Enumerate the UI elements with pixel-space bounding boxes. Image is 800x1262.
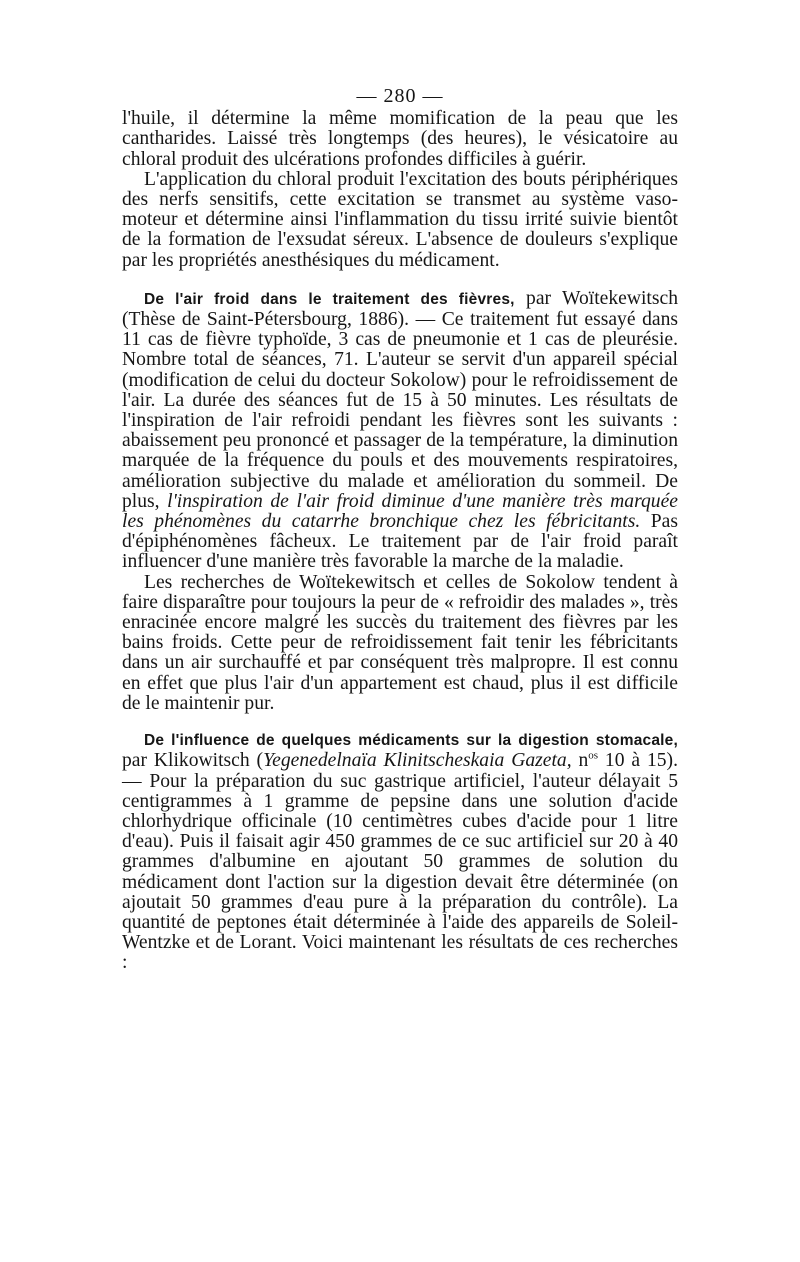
paragraph-digestion-study [122,730,678,973]
paragraph-cold-air-study [122,289,678,573]
book-page [122,86,678,974]
digestion-issue-superscript: os [588,749,599,762]
section-heading-cold-air: De l'air froid dans le traitement des fièvres, [144,290,515,308]
digestion-author: par Klikowitsch ( [122,750,264,772]
paragraph-chloral-continued: l'huile, il détermine la même momification de la peau que les cantharides. Laissé très longtemps (des heures), le vésicatoire au chloral produit des ulcérations profondes difficiles à guérir. [122,108,678,170]
cold-air-outro-text: Pas d'épiphénomènes fâcheux. Le traitement par de l'air froid paraît influencer d'une manière très favorable la marche de la maladie. [122,511,678,573]
section-cold-air [122,289,678,714]
cold-air-intro-text: par Woïtekewitsch (Thèse de Saint-Pétersbourg, 1886). — Ce traitement fut essayé dans 11 cas de fièvre typhoïde, 3 cas de pneumonie et 1 cas de pleurésie. Nombre total de séances, 71. L'auteur se servit d'un appareil spécial (modification de celui du docteur Sokolow) pour le refroidissement de l'air. La durée des séances fut de 15 à 50 minutes. Les résultats de l'inspiration de l'air refroidi pendant les fièvres sont les suivants : abaissement peu prononcé et passager de la température, la diminution marquée de la fréquence du pouls et des mouvements respiratoires, amélioration subjective du malade et amélioration du sommeil. De plus, [122,287,678,512]
digestion-issue-prefix: n [571,750,589,772]
section-digestion [122,730,678,973]
digestion-journal-title: Yegenedelnaïa Klinitscheskaia Gazeta, [263,750,572,772]
paragraph-cold-air-conclusion: Les recherches de Woïtekewitsch et celles de Sokolow tendent à faire disparaître pour toujours la peur de « refroidir des malades », très enracinée encore malgré les succès du traitement des fièvres par les bains froids. Cette peur de refroidissement fait tenir les fébricitants dans un air surchauffé et par conséquent très malpropre. Il est connu en effet que plus l'air d'un appartement est chaud, plus il est difficile de le maintenir pur. [122,571,678,714]
paragraph-chloral-mechanism: L'application du chloral produit l'excitation des bouts périphériques des nerfs sensitifs, cette excitation se transmet au système vaso-moteur et détermine ainsi l'inflammation du tissu irrité suivie bientôt de la formation de l'exsudat séreux. L'absence de douleurs s'explique par les propriétés anesthésiques du médicament. [122,168,678,271]
page-number: — 280 — [356,85,444,107]
digestion-body-text: 10 à 15). — Pour la préparation du suc gastrique artificiel, l'auteur délayait 5 centigrammes à 1 gramme de pepsine dans une solution d'acide chlorhydrique officinale (10 centimètres cubes d'acide pour 1 litre d'eau). Puis il faisait agir 450 grammes de ce suc artificiel sur 20 à 40 grammes d'albumine en ajoutant 50 grammes de solution du médicament dont l'action sur la digestion devait être déterminée (on ajoutait 50 grammes d'eau pure à la préparation du contrôle). La quantité de peptones était déterminée à l'aide des appareils de Soleil-Wentzke et de Lorant. Voici maintenant les résultats de ces recherches : [122,750,678,974]
section-heading-digestion: De l'influence de quelques médicaments sur la digestion stomacale, [144,732,678,750]
cold-air-italic-finding: l'inspiration de l'air froid diminue d'une manière très marquée les phénomènes du catarrhe bronchique chez les fébricitants. [122,490,678,533]
